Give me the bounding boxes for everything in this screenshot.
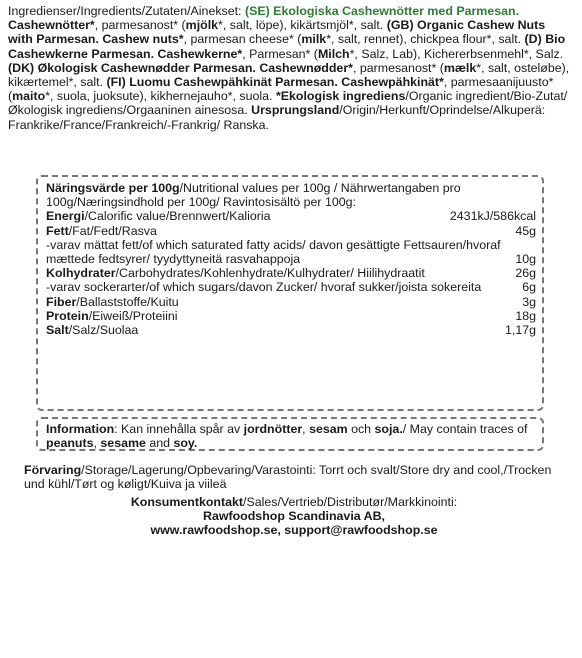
dk-text-2: *, salt, osteløbe), kikærtemel*, salt. (8, 60, 570, 90)
ingredients-text (8, 4, 570, 132)
contact-block (24, 495, 564, 538)
nutrition-value: 10g (515, 252, 536, 267)
nutrition-label-text: /Salz/Suolaa (68, 323, 139, 338)
origin-text: /Origin/Herkunft/Oprindelse/Alkuperä: Frankrike/France/Frankreich/-Frankrig/ Ranska. (8, 103, 546, 132)
nutrition-label-bold: Salt (46, 323, 69, 338)
organic-label: *Ekologisk ingrediens (275, 89, 406, 104)
info-text-3: och (347, 422, 375, 436)
nutrition-value: 3g (522, 294, 536, 309)
nutrition-row (46, 309, 536, 323)
nutrition-label-text: /Fat/Fedt/Rasva (68, 223, 157, 238)
se-text-1: , parmesanost* ( (94, 18, 186, 33)
nutrition-title-rest: /Nutritional values per 100g / Nährwertangaben pro 100g/Næringsindhold per 100g/ Ravintosisältö per 100g: (46, 181, 461, 210)
info-text-2: , (302, 422, 310, 436)
nutrition-value: 1,17g (504, 323, 536, 338)
nutrition-label (46, 280, 516, 294)
nutrition-title (46, 181, 536, 209)
fi-text-2: *, suola, juoksute), kikhernejauho*, suola. (45, 89, 273, 104)
gb-cashew: Cashew nuts* (102, 32, 184, 47)
nutrition-row (46, 238, 536, 266)
info-label: Information (46, 422, 115, 436)
allergen-sesame-en: sesame (100, 436, 146, 451)
nutrition-label-text: -varav mättat fett/of which saturated fatty acids/ davon gesättigte Fettsauren/hvoraf mættede fedtsyrer/ tyydyttyneitä rasvahappoja (46, 237, 501, 267)
contact-line (24, 495, 564, 509)
nutrition-label (46, 224, 509, 238)
gb-allergen-milk: milk (301, 32, 327, 47)
nutrition-table (36, 175, 544, 411)
nutrition-label-bold: Kolhydrater (46, 266, 116, 281)
nutrition-label-bold: Fett (46, 223, 69, 238)
fi-allergen-milk: maito (12, 89, 46, 104)
nutrition-label (46, 238, 509, 266)
nutrition-label-text: /Carbohydrates/Kohlenhydrate/Kulhydrater/ Hiilihydraatit (115, 266, 425, 281)
info-text-6: and (145, 436, 174, 451)
d-text-1: , Parmesan* ( (242, 46, 318, 61)
nutrition-title-bold: Näringsvärde per 100g (46, 181, 180, 195)
nutrition-label-text: /Eiweiß/Proteiini (88, 308, 178, 323)
fi-text-1: , parmesaanijuusto* ( (8, 75, 554, 104)
allergen-soy-sv: soja. (374, 422, 403, 436)
storage-text (24, 463, 564, 491)
contact-web: www.rawfoodshop.se, support@rawfoodshop.se (150, 523, 438, 538)
nutrition-label (46, 323, 499, 337)
nutrition-label-text: /Ballaststoffe/Kuitu (76, 294, 179, 309)
gb-text-2: *, salt, rennet), chickpea flour*, salt. (326, 32, 522, 47)
nutrition-row (46, 280, 536, 294)
se-allergen-milk: mjölk (185, 18, 219, 33)
nutrition-label-text: /Calorific value/Brennwert/Kalioria (84, 209, 271, 224)
gb-text-1: , parmesan cheese* ( (183, 32, 302, 47)
contact-text: /Sales/Vertrieb/Distributør/Markkinointi: (243, 495, 458, 509)
dk-title: (DK) Økologisk Cashewnødder Parmesan. (8, 60, 256, 75)
ingredients-lead: Ingredienser/Ingredients/Zutaten/Ainekset: (8, 4, 242, 18)
nutrition-label-bold: Protein (46, 308, 89, 323)
dk-cashew: Cashewnødder* (259, 60, 353, 75)
nutrition-rows (46, 209, 536, 337)
nutrition-row (46, 266, 536, 280)
fi-title: (FI) Luomu Cashewpähkinät Parmesan. (106, 75, 338, 90)
nutrition-label (46, 295, 516, 309)
allergen-peanuts-sv: jordnötter (243, 422, 303, 436)
d-title: (D) Bio Cashewkerne Parmesan. (8, 32, 566, 61)
se-title: (SE) Ekologiska Cashewnötter med Parmesan. (244, 4, 520, 18)
allergen-sesame-sv: sesam (309, 422, 348, 436)
d-allergen-milk: Milch (317, 46, 350, 61)
info-text-5: , (93, 436, 101, 451)
nutrition-row (46, 295, 536, 309)
dk-allergen-milk: mælk (443, 60, 477, 75)
se-cashew: Cashewnötter* (8, 18, 95, 33)
organic-text: /Organic ingredient/Bio-Zutat/Økologisk ingrediens/Orgaaninen ainesosa. (8, 89, 568, 118)
dk-text-1: , parmesanost* ( (352, 60, 444, 75)
contact-label: Konsumentkontakt (130, 495, 244, 509)
origin-label: Ursprungsland (251, 103, 340, 118)
nutrition-value: 45g (515, 223, 536, 238)
nutrition-value: 2431kJ/586kcal (449, 209, 536, 224)
nutrition-label (46, 266, 509, 280)
nutrition-label-text: -varav sockerarter/of which sugars/davon Zucker/ hvoraf sukker/joista sokereita (46, 280, 482, 295)
allergen-peanuts-en: peanuts (46, 436, 94, 451)
storage-label: Förvaring (24, 463, 82, 477)
nutrition-value: 6g (522, 280, 536, 295)
fi-cashew: Cashewpähkinät* (341, 75, 444, 90)
info-text-4: / May contain traces of (402, 422, 528, 436)
d-text-2: *, Salz, Lab), Kichererbsenmehl*, Salz. (349, 46, 564, 61)
se-text-2: *, salt, löpe), kikärtsmjöl*, salt. (218, 18, 384, 33)
storage-body: /Storage/Lagerung/Opbevaring/Varastointi: Torrt och svalt/Store dry and cool,/Trocken und kühl/Tørt og køligt/Kuiva ja viileä (24, 463, 552, 492)
nutrition-value: 26g (515, 266, 536, 281)
info-text-1: : Kan innehålla spår av (114, 422, 244, 436)
nutrition-value: 18g (515, 308, 536, 323)
nutrition-row (46, 209, 536, 223)
nutrition-row (46, 224, 536, 238)
nutrition-row (46, 323, 536, 337)
nutrition-label-bold: Fiber (46, 294, 77, 309)
company-name: Rawfoodshop Scandinavia AB, (203, 509, 385, 524)
allergen-soy-en: soy. (173, 436, 198, 451)
nutrition-label (46, 309, 509, 323)
d-cashew: Cashewkerne* (157, 46, 243, 61)
nutrition-label (46, 209, 444, 223)
nutrition-label-bold: Energi (46, 209, 85, 224)
allergen-info-box (36, 417, 544, 451)
gb-title: (GB) Organic Cashew Nuts with Parmesan. (8, 18, 546, 47)
